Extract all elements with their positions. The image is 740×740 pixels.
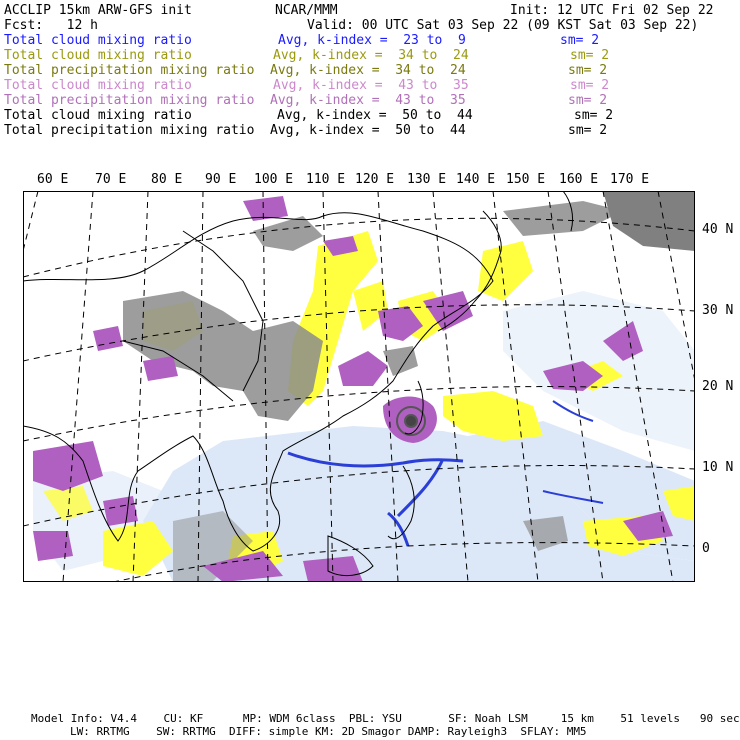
field-name: Total precipitation mixing ratio <box>4 123 255 138</box>
field-smoothing: sm= 2 <box>570 48 610 63</box>
longitude-label: 120 E <box>355 172 395 187</box>
longitude-label: 110 E <box>306 172 346 187</box>
field-avg-range: Avg, k-index = 43 to 35 <box>273 78 469 93</box>
longitude-label: 170 E <box>610 172 650 187</box>
field-name: Total cloud mixing ratio <box>4 48 192 63</box>
longitude-label: 80 E <box>151 172 183 187</box>
field-row <box>0 48 740 63</box>
longitude-label: 70 E <box>95 172 127 187</box>
model-title: ACCLIP 15km ARW-GFS init <box>4 3 192 18</box>
field-row <box>0 108 740 123</box>
longitude-label: 160 E <box>559 172 599 187</box>
valid-time: Valid: 00 UTC Sat 03 Sep 22 (09 KST Sat 03 Sep 22) <box>307 18 699 33</box>
init-time: Init: 12 UTC Fri 02 Sep 22 <box>510 3 714 18</box>
longitude-label: 140 E <box>456 172 496 187</box>
field-row <box>0 63 740 78</box>
field-smoothing: sm= 2 <box>560 33 600 48</box>
field-avg-range: Avg, k-index = 34 to 24 <box>270 63 466 78</box>
field-avg-range: Avg, k-index = 34 to 24 <box>273 48 469 63</box>
field-avg-range: Avg, k-index = 50 to 44 <box>270 123 466 138</box>
longitude-label: 60 E <box>37 172 69 187</box>
field-name: Total precipitation mixing ratio <box>4 63 255 78</box>
field-smoothing: sm= 2 <box>568 123 608 138</box>
field-smoothing: sm= 2 <box>568 93 608 108</box>
center-name: NCAR/MMM <box>275 3 338 18</box>
longitude-label: 100 E <box>254 172 294 187</box>
field-name: Total cloud mixing ratio <box>4 78 192 93</box>
field-row <box>0 33 740 48</box>
model-info-line1: Model Info: V4.4 CU: KF MP: WDM 6class PBL: YSU SF: Noah LSM 15 km 51 levels 90 sec <box>31 712 740 725</box>
longitude-label: 90 E <box>205 172 237 187</box>
field-row <box>0 93 740 108</box>
forecast-hour: Fcst: 12 h <box>4 18 98 33</box>
field-name: Total precipitation mixing ratio <box>4 93 255 108</box>
latitude-label: 40 N <box>702 222 734 237</box>
model-info-line2: LW: RRTMG SW: RRTMG DIFF: simple KM: 2D Smagor DAMP: Rayleigh3 SFLAY: MM5 <box>70 725 587 738</box>
field-avg-range: Avg, k-index = 43 to 35 <box>270 93 466 108</box>
field-row <box>0 123 740 138</box>
field-avg-range: Avg, k-index = 23 to 9 <box>278 33 466 48</box>
field-avg-range: Avg, k-index = 50 to 44 <box>277 108 473 123</box>
field-name: Total cloud mixing ratio <box>4 108 192 123</box>
forecast-map <box>23 191 695 582</box>
latitude-label: 0 <box>702 541 710 556</box>
latitude-label: 30 N <box>702 303 734 318</box>
field-name: Total cloud mixing ratio <box>4 33 192 48</box>
longitude-label: 150 E <box>506 172 546 187</box>
longitude-label: 130 E <box>407 172 447 187</box>
latitude-label: 20 N <box>702 379 734 394</box>
latitude-label: 10 N <box>702 460 734 475</box>
field-smoothing: sm= 2 <box>568 63 608 78</box>
field-smoothing: sm= 2 <box>570 78 610 93</box>
field-row <box>0 78 740 93</box>
field-smoothing: sm= 2 <box>574 108 614 123</box>
